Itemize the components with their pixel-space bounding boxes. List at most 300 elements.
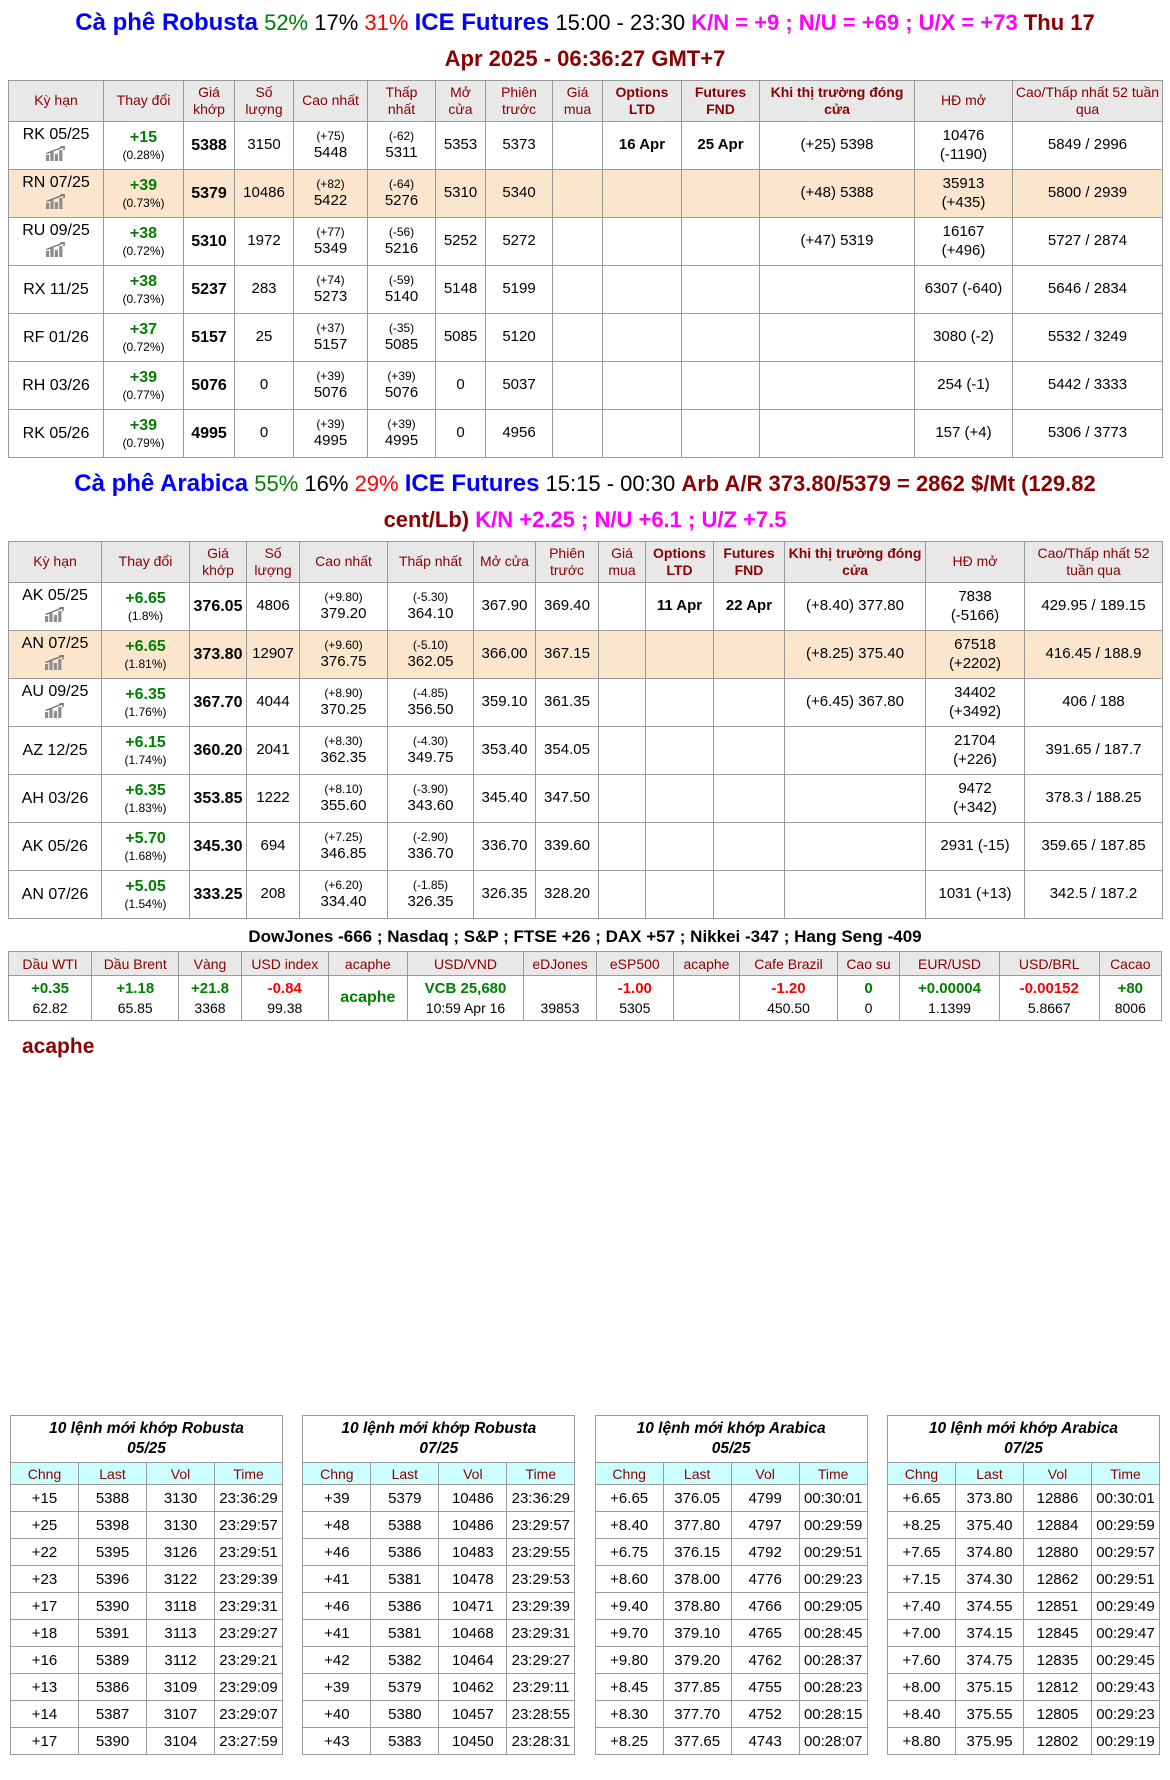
order-change-cell: +14	[11, 1701, 79, 1728]
cell-previous: 339.60	[536, 823, 599, 871]
market-column-header: eDJones	[524, 952, 597, 976]
market-value-cell: +21.8 3368	[179, 976, 241, 1021]
orders-table-title: 10 lệnh mới khớp Robusta 05/25	[11, 1416, 283, 1463]
order-last-cell: 5386	[79, 1674, 147, 1701]
order-time-cell: 23:29:31	[215, 1593, 283, 1620]
cell-contract: AU 09/25	[9, 679, 102, 727]
markets-table	[8, 951, 1162, 1021]
order-last-cell: 5380	[371, 1701, 439, 1728]
column-header: Futures FND	[682, 81, 760, 122]
cell-volume: 208	[247, 871, 300, 919]
cell-futures-fnd	[682, 218, 760, 266]
order-row	[11, 1647, 283, 1674]
order-row	[11, 1620, 283, 1647]
order-volume-cell: 4752	[731, 1701, 799, 1728]
order-row	[303, 1512, 575, 1539]
order-volume-cell: 4765	[731, 1620, 799, 1647]
cell-bid	[553, 122, 603, 170]
cell-52week-range: 406 / 188	[1025, 679, 1163, 727]
futures-row	[9, 823, 1163, 871]
order-row	[887, 1620, 1159, 1647]
cell-contract: AZ 12/25	[9, 727, 102, 775]
order-change-cell: +40	[303, 1701, 371, 1728]
order-time-cell: 00:29:57	[1091, 1539, 1159, 1566]
futures-header-row	[9, 542, 1163, 583]
cell-high: (+8.90) 370.25	[300, 679, 388, 727]
cell-last: 5076	[184, 362, 235, 410]
order-last-cell: 374.15	[955, 1620, 1023, 1647]
order-volume-cell: 4776	[731, 1566, 799, 1593]
order-row	[11, 1593, 283, 1620]
order-volume-cell: 10486	[439, 1512, 507, 1539]
cell-bid	[599, 823, 646, 871]
chart-icon[interactable]	[44, 702, 67, 718]
order-column-header: Chng	[303, 1463, 371, 1485]
column-header: Thấp nhất	[388, 542, 474, 583]
cell-open-interest: 7838 (-5166)	[926, 583, 1025, 631]
cell-volume: 3150	[235, 122, 294, 170]
order-volume-cell: 3126	[147, 1539, 215, 1566]
cell-volume: 2041	[247, 727, 300, 775]
order-time-cell: 00:28:23	[799, 1674, 867, 1701]
order-row	[303, 1485, 575, 1512]
cell-low: (-5.10) 362.05	[388, 631, 474, 679]
order-time-cell: 23:29:53	[507, 1566, 575, 1593]
cell-open-interest: 254 (-1)	[915, 362, 1013, 410]
chart-icon[interactable]	[44, 606, 67, 622]
cell-futures-fnd	[714, 631, 785, 679]
order-row	[11, 1566, 283, 1593]
cell-52week-range: 5727 / 2874	[1013, 218, 1163, 266]
order-row	[595, 1620, 867, 1647]
arabica-futures-table	[8, 541, 1163, 919]
column-header: Khi thị trường đóng cửa	[785, 542, 926, 583]
cell-contract: AN 07/26	[9, 871, 102, 919]
order-last-cell: 374.80	[955, 1539, 1023, 1566]
order-last-cell: 5390	[79, 1593, 147, 1620]
cell-last: 353.85	[190, 775, 247, 823]
cell-last: 360.20	[190, 727, 247, 775]
market-value-cell: VCB 25,680 10:59 Apr 16	[407, 976, 523, 1021]
order-column-header: Time	[507, 1463, 575, 1485]
order-time-cell: 00:29:51	[799, 1539, 867, 1566]
cell-low: (-5.30) 364.10	[388, 583, 474, 631]
orders-section	[10, 1415, 1160, 1755]
cell-previous: 369.40	[536, 583, 599, 631]
mini-bar-chart	[44, 702, 67, 718]
cell-high: (+9.60) 376.75	[300, 631, 388, 679]
arabica-pct-green: 55%	[254, 471, 299, 496]
order-column-header: Vol	[1023, 1463, 1091, 1485]
arabica-exchange: ICE Futures	[404, 470, 540, 497]
cell-last: 5379	[184, 170, 235, 218]
cell-volume: 1222	[247, 775, 300, 823]
market-value-cell: +1.18 65.85	[92, 976, 179, 1021]
chart-icon[interactable]	[45, 145, 68, 161]
cell-open-interest: 21704 (+226)	[926, 727, 1025, 775]
order-column-header: Time	[799, 1463, 867, 1485]
cell-at-close	[785, 871, 926, 919]
arabica-arb-part2: cent/Lb)	[383, 507, 470, 532]
cell-low: (-4.85) 356.50	[388, 679, 474, 727]
cell-open-interest: 34402 (+3492)	[926, 679, 1025, 727]
order-time-cell: 00:29:49	[1091, 1593, 1159, 1620]
order-row	[887, 1728, 1159, 1755]
cell-open-interest: 16167 (+496)	[915, 218, 1013, 266]
cell-52week-range: 378.3 / 188.25	[1025, 775, 1163, 823]
order-last-cell: 375.55	[955, 1701, 1023, 1728]
column-header: Thấp nhất	[368, 81, 436, 122]
futures-row	[9, 871, 1163, 919]
cell-change: +5.05 (1.54%)	[102, 871, 190, 919]
cell-at-close	[785, 775, 926, 823]
cell-futures-fnd	[714, 679, 785, 727]
cell-52week-range: 342.5 / 187.2	[1025, 871, 1163, 919]
order-time-cell: 23:29:27	[507, 1647, 575, 1674]
cell-futures-fnd	[714, 727, 785, 775]
orders-table	[302, 1415, 575, 1755]
cell-options-ltd	[646, 823, 714, 871]
cell-52week-range: 5800 / 2939	[1013, 170, 1163, 218]
order-change-cell: +42	[303, 1647, 371, 1674]
order-last-cell: 377.85	[663, 1674, 731, 1701]
column-header: Thay đổi	[102, 542, 190, 583]
order-volume-cell: 12805	[1023, 1701, 1091, 1728]
order-volume-cell: 3130	[147, 1485, 215, 1512]
order-last-cell: 377.65	[663, 1728, 731, 1755]
cell-52week-range: 5849 / 2996	[1013, 122, 1163, 170]
order-column-header: Chng	[887, 1463, 955, 1485]
cell-bid	[553, 218, 603, 266]
order-row	[595, 1539, 867, 1566]
column-header: Giá khớp	[184, 81, 235, 122]
cell-low: (-64) 5276	[368, 170, 436, 218]
order-last-cell: 374.30	[955, 1566, 1023, 1593]
order-row	[595, 1566, 867, 1593]
order-volume-cell: 4762	[731, 1647, 799, 1674]
order-column-header: Vol	[439, 1463, 507, 1485]
arabica-heading	[0, 458, 1170, 538]
cell-last: 376.05	[190, 583, 247, 631]
order-row	[887, 1566, 1159, 1593]
robusta-exchange: ICE Futures	[414, 9, 550, 36]
order-change-cell: +8.80	[887, 1728, 955, 1755]
order-row	[887, 1674, 1159, 1701]
order-time-cell: 00:29:45	[1091, 1647, 1159, 1674]
cell-open-interest: 3080 (-2)	[915, 314, 1013, 362]
order-change-cell: +25	[11, 1512, 79, 1539]
cell-last: 4995	[184, 410, 235, 458]
cell-low: (-3.90) 343.60	[388, 775, 474, 823]
cell-previous: 361.35	[536, 679, 599, 727]
cell-contract: RK 05/26	[9, 410, 104, 458]
market-column-header: Cacao	[1099, 952, 1161, 976]
cell-open: 5148	[436, 266, 486, 314]
cell-last: 5237	[184, 266, 235, 314]
order-last-cell: 5388	[79, 1485, 147, 1512]
cell-options-ltd	[603, 314, 682, 362]
cell-options-ltd	[603, 362, 682, 410]
order-row	[887, 1485, 1159, 1512]
cell-bid	[599, 631, 646, 679]
cell-high: (+8.30) 362.35	[300, 727, 388, 775]
orders-table-title: 10 lệnh mới khớp Arabica 07/25	[887, 1416, 1159, 1463]
mini-bar-chart	[44, 654, 67, 670]
market-column-header: Dầu WTI	[9, 952, 92, 976]
order-volume-cell: 12802	[1023, 1728, 1091, 1755]
order-volume-cell: 12851	[1023, 1593, 1091, 1620]
order-volume-cell: 10450	[439, 1728, 507, 1755]
cell-last: 5388	[184, 122, 235, 170]
order-time-cell: 00:29:59	[1091, 1512, 1159, 1539]
cell-change: +38 (0.72%)	[104, 218, 184, 266]
cell-low: (-2.90) 336.70	[388, 823, 474, 871]
order-change-cell: +17	[11, 1593, 79, 1620]
order-change-cell: +7.00	[887, 1620, 955, 1647]
order-row	[11, 1539, 283, 1566]
column-header: Futures FND	[714, 542, 785, 583]
cell-at-close: (+47) 5319	[760, 218, 915, 266]
order-time-cell: 00:28:37	[799, 1647, 867, 1674]
order-time-cell: 23:29:07	[215, 1701, 283, 1728]
market-column-header: USD/VND	[407, 952, 523, 976]
column-header: Mở cửa	[436, 81, 486, 122]
order-row	[887, 1539, 1159, 1566]
cell-volume: 0	[235, 410, 294, 458]
cell-52week-range: 5442 / 3333	[1013, 362, 1163, 410]
order-last-cell: 375.40	[955, 1512, 1023, 1539]
order-change-cell: +17	[11, 1728, 79, 1755]
order-last-cell: 376.05	[663, 1485, 731, 1512]
order-volume-cell: 10486	[439, 1485, 507, 1512]
order-change-cell: +48	[303, 1512, 371, 1539]
column-header: Thay đổi	[104, 81, 184, 122]
order-last-cell: 5390	[79, 1728, 147, 1755]
market-value-cell: -1.20 450.50	[740, 976, 838, 1021]
cell-low: (+39) 5076	[368, 362, 436, 410]
column-header: Giá khớp	[190, 542, 247, 583]
order-volume-cell: 12812	[1023, 1674, 1091, 1701]
order-change-cell: +7.60	[887, 1647, 955, 1674]
market-column-header: acaphe	[328, 952, 407, 976]
cell-options-ltd	[646, 775, 714, 823]
order-volume-cell: 10462	[439, 1674, 507, 1701]
order-time-cell: 00:29:43	[1091, 1674, 1159, 1701]
orders-title-row	[887, 1416, 1159, 1463]
order-volume-cell: 4743	[731, 1728, 799, 1755]
cell-low: (-1.85) 326.35	[388, 871, 474, 919]
order-time-cell: 23:29:57	[507, 1512, 575, 1539]
cell-contract: RN 07/25	[9, 170, 104, 218]
order-row	[303, 1674, 575, 1701]
cell-high: (+77) 5349	[294, 218, 368, 266]
order-last-cell: 5381	[371, 1620, 439, 1647]
order-change-cell: +46	[303, 1593, 371, 1620]
order-change-cell: +8.25	[595, 1728, 663, 1755]
order-change-cell: +41	[303, 1566, 371, 1593]
order-row	[595, 1674, 867, 1701]
market-value-cell: +0.00004 1.1399	[900, 976, 1000, 1021]
orders-title-row	[11, 1416, 283, 1463]
cell-last: 5157	[184, 314, 235, 362]
cell-previous: 5373	[486, 122, 553, 170]
cell-futures-fnd	[682, 362, 760, 410]
acaphe-note: acaphe	[22, 1035, 95, 1058]
order-time-cell: 00:28:15	[799, 1701, 867, 1728]
cell-options-ltd: 11 Apr	[646, 583, 714, 631]
cell-52week-range: 391.65 / 187.7	[1025, 727, 1163, 775]
cell-open: 359.10	[474, 679, 536, 727]
order-change-cell: +8.60	[595, 1566, 663, 1593]
mini-bar-chart	[44, 606, 67, 622]
futures-row	[9, 679, 1163, 727]
cell-volume: 283	[235, 266, 294, 314]
order-volume-cell: 3118	[147, 1593, 215, 1620]
order-change-cell: +18	[11, 1620, 79, 1647]
cell-high: (+75) 5448	[294, 122, 368, 170]
order-last-cell: 379.20	[663, 1647, 731, 1674]
order-volume-cell: 3109	[147, 1674, 215, 1701]
order-time-cell: 23:28:55	[507, 1701, 575, 1728]
arabica-pct-red: 29%	[354, 471, 399, 496]
cell-futures-fnd: 22 Apr	[714, 583, 785, 631]
market-column-header: EUR/USD	[900, 952, 1000, 976]
cell-open-interest: 35913 (+435)	[915, 170, 1013, 218]
order-last-cell: 5382	[371, 1647, 439, 1674]
cell-high: (+39) 5076	[294, 362, 368, 410]
order-last-cell: 5386	[371, 1593, 439, 1620]
order-change-cell: +8.45	[595, 1674, 663, 1701]
orders-table	[595, 1415, 868, 1755]
cell-change: +6.35 (1.83%)	[102, 775, 190, 823]
cell-volume: 1972	[235, 218, 294, 266]
cell-previous: 328.20	[536, 871, 599, 919]
order-last-cell: 376.15	[663, 1539, 731, 1566]
cell-contract: RF 01/26	[9, 314, 104, 362]
order-time-cell: 23:29:31	[507, 1620, 575, 1647]
cell-bid	[599, 679, 646, 727]
cell-high: (+7.25) 346.85	[300, 823, 388, 871]
futures-row	[9, 775, 1163, 823]
cell-change: +6.15 (1.74%)	[102, 727, 190, 775]
order-change-cell: +8.30	[595, 1701, 663, 1728]
futures-row	[9, 218, 1163, 266]
order-volume-cell: 10464	[439, 1647, 507, 1674]
cell-at-close: (+8.25) 375.40	[785, 631, 926, 679]
cell-open-interest: 67518 (+2202)	[926, 631, 1025, 679]
cell-last: 345.30	[190, 823, 247, 871]
cell-open-interest: 6307 (-640)	[915, 266, 1013, 314]
arabica-arb-part1: Arb A/R 373.80/5379 = 2862 $/Mt (129.82	[681, 471, 1096, 496]
market-value-cell	[673, 976, 739, 1021]
order-last-cell: 5383	[371, 1728, 439, 1755]
orders-title-row	[595, 1416, 867, 1463]
order-time-cell: 23:29:55	[507, 1539, 575, 1566]
cell-previous: 5272	[486, 218, 553, 266]
cell-futures-fnd	[682, 170, 760, 218]
order-last-cell: 5389	[79, 1647, 147, 1674]
order-time-cell: 23:36:29	[507, 1485, 575, 1512]
cell-bid	[553, 266, 603, 314]
cell-at-close	[760, 266, 915, 314]
order-volume-cell: 12835	[1023, 1647, 1091, 1674]
cell-high: (+6.20) 334.40	[300, 871, 388, 919]
column-header: Cao/Thấp nhất 52 tuần qua	[1013, 81, 1163, 122]
cell-contract: AK 05/25	[9, 583, 102, 631]
order-row	[595, 1485, 867, 1512]
markets-values-row	[9, 976, 1162, 1021]
cell-low: (-4.30) 349.75	[388, 727, 474, 775]
order-volume-cell: 3104	[147, 1728, 215, 1755]
order-change-cell: +7.40	[887, 1593, 955, 1620]
mini-bar-chart	[45, 241, 68, 257]
order-change-cell: +23	[11, 1566, 79, 1593]
robusta-date-part2: Apr 2025 - 06:36:27 GMT+7	[444, 46, 726, 71]
cell-high: (+37) 5157	[294, 314, 368, 362]
order-time-cell: 00:30:01	[1091, 1485, 1159, 1512]
cell-volume: 694	[247, 823, 300, 871]
cell-change: +6.65 (1.8%)	[102, 583, 190, 631]
orders-table-title: 10 lệnh mới khớp Robusta 07/25	[303, 1416, 575, 1463]
chart-icon[interactable]	[45, 193, 68, 209]
cell-options-ltd	[603, 218, 682, 266]
order-last-cell: 5398	[79, 1512, 147, 1539]
order-change-cell: +41	[303, 1620, 371, 1647]
order-last-cell: 375.95	[955, 1728, 1023, 1755]
order-change-cell: +8.40	[595, 1512, 663, 1539]
order-last-cell: 377.70	[663, 1701, 731, 1728]
cell-contract: AK 05/26	[9, 823, 102, 871]
orders-title-row	[303, 1416, 575, 1463]
order-change-cell: +15	[11, 1485, 79, 1512]
order-time-cell: 23:29:11	[507, 1674, 575, 1701]
cell-open-interest: 10476 (-1190)	[915, 122, 1013, 170]
order-change-cell: +8.25	[887, 1512, 955, 1539]
futures-row	[9, 583, 1163, 631]
chart-icon[interactable]	[44, 654, 67, 670]
order-change-cell: +6.65	[595, 1485, 663, 1512]
cell-futures-fnd	[682, 266, 760, 314]
cell-change: +15 (0.28%)	[104, 122, 184, 170]
cell-52week-range: 5532 / 3249	[1013, 314, 1163, 362]
order-column-header: Time	[215, 1463, 283, 1485]
robusta-futures-table	[8, 80, 1163, 458]
order-last-cell: 377.80	[663, 1512, 731, 1539]
futures-row	[9, 314, 1163, 362]
cell-volume: 4044	[247, 679, 300, 727]
order-row	[303, 1593, 575, 1620]
arabica-spreads: K/N +2.25 ; N/U +6.1 ; U/Z +7.5	[475, 507, 787, 532]
order-time-cell: 00:29:23	[1091, 1701, 1159, 1728]
order-time-cell: 00:30:01	[799, 1485, 867, 1512]
cell-contract: RK 05/25	[9, 122, 104, 170]
cell-high: (+82) 5422	[294, 170, 368, 218]
order-time-cell: 00:29:19	[1091, 1728, 1159, 1755]
spacer	[0, 1059, 1170, 1415]
indices-line: DowJones -666 ; Nasdaq ; S&P ; FTSE +26 ; DAX +57 ; Nikkei -347 ; Hang Seng -409	[248, 927, 922, 946]
cell-open: 0	[436, 362, 486, 410]
column-header: Options LTD	[646, 542, 714, 583]
order-time-cell: 23:29:27	[215, 1620, 283, 1647]
order-change-cell: +7.15	[887, 1566, 955, 1593]
chart-icon[interactable]	[45, 241, 68, 257]
cell-last: 333.25	[190, 871, 247, 919]
cell-previous: 5120	[486, 314, 553, 362]
order-last-cell: 375.15	[955, 1674, 1023, 1701]
order-column-header: Last	[79, 1463, 147, 1485]
cell-contract: AN 07/25	[9, 631, 102, 679]
market-value-cell: +80 8006	[1099, 976, 1161, 1021]
